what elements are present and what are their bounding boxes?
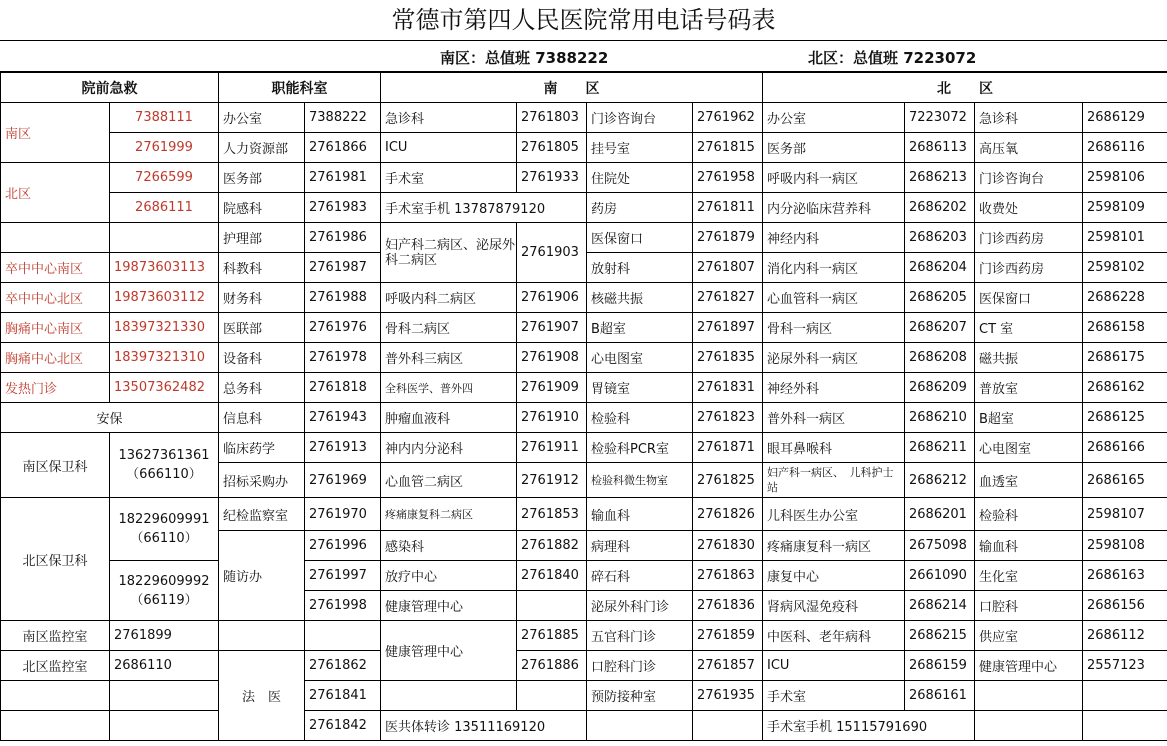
phone-number: 13627361361 bbox=[118, 448, 210, 463]
dept-name: 健康管理中心 bbox=[381, 591, 517, 621]
monitor-number: 2686110 bbox=[110, 651, 219, 681]
empty-cell bbox=[305, 621, 381, 651]
dept-name: 人力资源部 bbox=[219, 133, 305, 163]
dept-name: 健康管理中心 bbox=[381, 621, 517, 681]
table-row bbox=[1, 193, 1167, 223]
dept-number: 2686215 bbox=[905, 621, 975, 651]
empty-cell bbox=[975, 681, 1083, 711]
dept-number: 2686161 bbox=[905, 681, 975, 711]
dept-name: 手术室手机 15115791690 bbox=[763, 711, 975, 741]
dept-name: 心电图室 bbox=[975, 433, 1083, 463]
dept-number: 2761988 bbox=[305, 283, 381, 313]
dept-name: 高压氧 bbox=[975, 133, 1083, 163]
phone-number: 18229609992 bbox=[118, 573, 210, 589]
phone-number: （66119） bbox=[130, 592, 198, 608]
dept-name: 感染科 bbox=[381, 531, 517, 561]
dept-number: 2761906 bbox=[517, 283, 587, 313]
dept-number: 2761830 bbox=[693, 531, 763, 561]
dept-name: 碎石科 bbox=[587, 561, 693, 591]
header-north: 北 区 bbox=[763, 73, 1167, 103]
dept-number: 2686125 bbox=[1083, 403, 1167, 433]
security-north-label: 北区保卫科 bbox=[1, 498, 110, 621]
dept-name: 核磁共振 bbox=[587, 283, 693, 313]
dept-name: 肾病风湿免疫科 bbox=[763, 591, 905, 621]
dept-number: 2761863 bbox=[693, 561, 763, 591]
dept-number: 2686202 bbox=[905, 193, 975, 223]
prehospital-number: 13507362482 bbox=[110, 373, 219, 403]
dept-number: 2761909 bbox=[517, 373, 587, 403]
dept-number: 2761981 bbox=[305, 163, 381, 193]
dept-name: 医务部 bbox=[763, 133, 905, 163]
empty-cell bbox=[1083, 681, 1167, 711]
dept-number: 2761840 bbox=[517, 561, 587, 591]
dept-name: 健康管理中心 bbox=[975, 651, 1083, 681]
dept-name: 口腔科 bbox=[975, 591, 1083, 621]
dept-number: 2598102 bbox=[1083, 253, 1167, 283]
table-row bbox=[1, 343, 1167, 373]
dept-number: 2686129 bbox=[1083, 103, 1167, 133]
empty-cell bbox=[975, 711, 1083, 741]
dept-name: 肿瘤血液科 bbox=[381, 403, 517, 433]
empty-cell bbox=[1, 681, 110, 711]
dept-number: 2598101 bbox=[1083, 223, 1167, 253]
table-row bbox=[1, 103, 1167, 133]
dept-name: 检验科微生物室 bbox=[587, 463, 693, 498]
dept-number: 2686209 bbox=[905, 373, 975, 403]
dept-name: 住院处 bbox=[587, 163, 693, 193]
dept-number: 2761970 bbox=[305, 498, 381, 531]
dept-number: 2686204 bbox=[905, 253, 975, 283]
dept-number: 2761913 bbox=[305, 433, 381, 463]
dept-number: 2686208 bbox=[905, 343, 975, 373]
monitor-label: 南区监控室 bbox=[1, 621, 110, 651]
duty-line bbox=[0, 41, 1167, 72]
dept-number: 2761907 bbox=[517, 313, 587, 343]
dept-number: 2686158 bbox=[1083, 313, 1167, 343]
empty-cell bbox=[693, 711, 763, 741]
dept-number: 2598106 bbox=[1083, 163, 1167, 193]
security-title: 安保 bbox=[1, 403, 219, 433]
dept-number: 2761803 bbox=[517, 103, 587, 133]
north-duty: 北区：总值班 7223072 bbox=[808, 49, 977, 67]
empty-cell bbox=[110, 223, 219, 253]
dept-name: 科教科 bbox=[219, 253, 305, 283]
dept-number: 2686166 bbox=[1083, 433, 1167, 463]
dept-number: 2598108 bbox=[1083, 531, 1167, 561]
dept-number: 2686210 bbox=[905, 403, 975, 433]
dept-name: 招标采购办 bbox=[219, 463, 305, 498]
phone-number: （66110） bbox=[130, 531, 198, 546]
dept-name: 骨科一病区 bbox=[763, 313, 905, 343]
table-row bbox=[1, 433, 1167, 463]
dept-number: 2761969 bbox=[305, 463, 381, 498]
dept-name: 检验科 bbox=[587, 403, 693, 433]
prehospital-number: 2761999 bbox=[110, 133, 219, 163]
dept-name: 神经内科 bbox=[763, 223, 905, 253]
dept-number: 2761871 bbox=[693, 433, 763, 463]
dept-number: 2761815 bbox=[693, 133, 763, 163]
dept-name: 中医科、老年病科 bbox=[763, 621, 905, 651]
dept-name: 医保窗口 bbox=[587, 223, 693, 253]
dept-number: 2761933 bbox=[517, 163, 587, 193]
dept-name: 妇产科二病区、泌尿外科二病区 bbox=[381, 223, 517, 283]
dept-number: 2761978 bbox=[305, 343, 381, 373]
dept-number: 2761811 bbox=[693, 193, 763, 223]
dept-name: 供应室 bbox=[975, 621, 1083, 651]
prehospital-number: 19873603112 bbox=[110, 283, 219, 313]
prehospital-label: 胸痛中心南区 bbox=[1, 313, 110, 343]
table-row bbox=[1, 283, 1167, 313]
dept-number: 2761910 bbox=[517, 403, 587, 433]
dept-number: 2761983 bbox=[305, 193, 381, 223]
empty-cell bbox=[381, 681, 517, 711]
table-row bbox=[1, 498, 1167, 531]
phone-table bbox=[0, 72, 1167, 741]
prehospital-number: 7388111 bbox=[110, 103, 219, 133]
dept-name: 院感科 bbox=[219, 193, 305, 223]
security-south-label: 南区保卫科 bbox=[1, 433, 110, 498]
dept-name: 康复中心 bbox=[763, 561, 905, 591]
dept-number: 7388222 bbox=[305, 103, 381, 133]
table-row bbox=[1, 403, 1167, 433]
dept-number: 2761987 bbox=[305, 253, 381, 283]
dept-name: 神内内分泌科 bbox=[381, 433, 517, 463]
dept-name: 胃镜室 bbox=[587, 373, 693, 403]
dept-name: 挂号室 bbox=[587, 133, 693, 163]
dept-number: 7223072 bbox=[905, 103, 975, 133]
empty-cell bbox=[1083, 711, 1167, 741]
dept-number: 2761835 bbox=[693, 343, 763, 373]
empty-cell bbox=[110, 681, 219, 711]
empty-cell bbox=[587, 711, 693, 741]
dept-number: 2557123 bbox=[1083, 651, 1167, 681]
prehospital-label: 发热门诊 bbox=[1, 373, 110, 403]
dept-number: 2761825 bbox=[693, 463, 763, 498]
dept-number: 2761962 bbox=[693, 103, 763, 133]
dept-number: 2761827 bbox=[693, 283, 763, 313]
dept-name: 随访办 bbox=[219, 531, 305, 621]
dept-name: 泌尿外科一病区 bbox=[763, 343, 905, 373]
table-row bbox=[1, 223, 1167, 253]
dept-name: 骨科二病区 bbox=[381, 313, 517, 343]
dept-number: 2761842 bbox=[305, 711, 381, 741]
dept-number: 2686156 bbox=[1083, 591, 1167, 621]
dept-number: 2686212 bbox=[905, 463, 975, 498]
dept-name: 临床药学 bbox=[219, 433, 305, 463]
dept-name: 门诊西药房 bbox=[975, 223, 1083, 253]
dept-name: 纪检监察室 bbox=[219, 498, 305, 531]
empty-cell bbox=[110, 711, 219, 741]
dept-name: 病理科 bbox=[587, 531, 693, 561]
dept-number: 2686228 bbox=[1083, 283, 1167, 313]
dept-number: 2761903 bbox=[517, 223, 587, 283]
dept-name: 普外科一病区 bbox=[763, 403, 905, 433]
dept-number: 2761862 bbox=[305, 651, 381, 681]
dept-number: 2761823 bbox=[693, 403, 763, 433]
dept-name: 办公室 bbox=[219, 103, 305, 133]
dept-name: 法 医 bbox=[219, 651, 305, 741]
dept-number: 2686159 bbox=[905, 651, 975, 681]
dept-name: 药房 bbox=[587, 193, 693, 223]
dept-name: 疼痛康复科二病区 bbox=[381, 498, 517, 531]
dept-number: 2761818 bbox=[305, 373, 381, 403]
table-row bbox=[1, 373, 1167, 403]
dept-number: 2686207 bbox=[905, 313, 975, 343]
empty-cell bbox=[219, 621, 305, 651]
dept-number: 2686203 bbox=[905, 223, 975, 253]
dept-name: 儿科医生办公室 bbox=[763, 498, 905, 531]
dept-number: 2686214 bbox=[905, 591, 975, 621]
dept-number: 2761958 bbox=[693, 163, 763, 193]
dept-number: 2761853 bbox=[517, 498, 587, 531]
dept-number: 2761866 bbox=[305, 133, 381, 163]
dept-number: 2761831 bbox=[693, 373, 763, 403]
dept-name: 普外科三病区 bbox=[381, 343, 517, 373]
table-row bbox=[1, 133, 1167, 163]
dept-name: 检验科 bbox=[975, 498, 1083, 531]
prehospital-label: 南区 bbox=[1, 103, 110, 163]
dept-name: 门诊咨询台 bbox=[975, 163, 1083, 193]
dept-name: 口腔科门诊 bbox=[587, 651, 693, 681]
dept-name: 五官科门诊 bbox=[587, 621, 693, 651]
dept-number: 2598109 bbox=[1083, 193, 1167, 223]
monitor-number: 2761899 bbox=[110, 621, 219, 651]
dept-number: 2761976 bbox=[305, 313, 381, 343]
phone-number: （666110） bbox=[126, 467, 202, 482]
dept-name: 门诊西药房 bbox=[975, 253, 1083, 283]
dept-number: 2761908 bbox=[517, 343, 587, 373]
dept-number: 2686175 bbox=[1083, 343, 1167, 373]
dept-name: 生化室 bbox=[975, 561, 1083, 591]
security-north-number bbox=[110, 498, 219, 561]
table-row bbox=[1, 313, 1167, 343]
dept-number: 2761886 bbox=[517, 651, 587, 681]
dept-name: 内分泌临床营养科 bbox=[763, 193, 905, 223]
dept-number bbox=[517, 591, 587, 621]
dept-name: 心血管科一病区 bbox=[763, 283, 905, 313]
prehospital-number: 7266599 bbox=[110, 163, 219, 193]
empty-cell bbox=[1, 711, 110, 741]
dept-name: CT 室 bbox=[975, 313, 1083, 343]
header-south: 南 区 bbox=[381, 73, 763, 103]
dept-name: 放射科 bbox=[587, 253, 693, 283]
dept-name: 医务部 bbox=[219, 163, 305, 193]
dept-number: 2761998 bbox=[305, 591, 381, 621]
dept-name: 急诊科 bbox=[975, 103, 1083, 133]
south-duty: 南区：总值班 7388222 bbox=[440, 49, 609, 67]
dept-number: 2761857 bbox=[693, 651, 763, 681]
security-south-number bbox=[110, 433, 219, 498]
dept-name: 呼吸内科一病区 bbox=[763, 163, 905, 193]
header-functional: 职能科室 bbox=[219, 73, 381, 103]
dept-name: 全科医学、普外四 bbox=[381, 373, 517, 403]
dept-name: 手术室 bbox=[381, 163, 517, 193]
dept-number: 2761943 bbox=[305, 403, 381, 433]
dept-name: 预防接种室 bbox=[587, 681, 693, 711]
prehospital-number: 18397321310 bbox=[110, 343, 219, 373]
dept-number: 2761986 bbox=[305, 223, 381, 253]
dept-name: 收费处 bbox=[975, 193, 1083, 223]
dept-number: 2686211 bbox=[905, 433, 975, 463]
dept-name: 心血管二病区 bbox=[381, 463, 517, 498]
dept-number: 2761882 bbox=[517, 531, 587, 561]
dept-name: 眼耳鼻喉科 bbox=[763, 433, 905, 463]
prehospital-number: 2686111 bbox=[110, 193, 219, 223]
dept-name: ICU bbox=[763, 651, 905, 681]
dept-number: 2761836 bbox=[693, 591, 763, 621]
dept-name: 普放室 bbox=[975, 373, 1083, 403]
header-prehospital: 院前急救 bbox=[1, 73, 219, 103]
dept-name: 消化内科一病区 bbox=[763, 253, 905, 283]
phone-number: 18229609991 bbox=[118, 512, 210, 527]
table-row bbox=[1, 711, 1167, 741]
dept-name: 泌尿外科门诊 bbox=[587, 591, 693, 621]
dept-number: 2686113 bbox=[905, 133, 975, 163]
dept-name: 神经外科 bbox=[763, 373, 905, 403]
table-row bbox=[1, 681, 1167, 711]
dept-name: 血透室 bbox=[975, 463, 1083, 498]
dept-number: 2686162 bbox=[1083, 373, 1167, 403]
dept-name: 妇产科一病区、 儿科护士站 bbox=[763, 463, 905, 498]
prehospital-label: 北区 bbox=[1, 163, 110, 223]
dept-number: 2686163 bbox=[1083, 561, 1167, 591]
prehospital-number: 19873603113 bbox=[110, 253, 219, 283]
dept-number: 2761912 bbox=[517, 463, 587, 498]
dept-number: 2761859 bbox=[693, 621, 763, 651]
dept-number: 2598107 bbox=[1083, 498, 1167, 531]
dept-number: 2686116 bbox=[1083, 133, 1167, 163]
dept-name: 急诊科 bbox=[381, 103, 517, 133]
dept-number: 2761879 bbox=[693, 223, 763, 253]
dept-number: 2761935 bbox=[693, 681, 763, 711]
dept-name: 检验科PCR室 bbox=[587, 433, 693, 463]
monitor-label: 北区监控室 bbox=[1, 651, 110, 681]
security-north-number bbox=[110, 561, 219, 621]
table-row bbox=[1, 163, 1167, 193]
dept-name: 总务科 bbox=[219, 373, 305, 403]
dept-number: 2761805 bbox=[517, 133, 587, 163]
dept-number: 2686112 bbox=[1083, 621, 1167, 651]
dept-number: 2675098 bbox=[905, 531, 975, 561]
dept-name: 医共体转诊 13511169120 bbox=[381, 711, 587, 741]
prehospital-label: 胸痛中心北区 bbox=[1, 343, 110, 373]
dept-name: 护理部 bbox=[219, 223, 305, 253]
prehospital-number: 18397321330 bbox=[110, 313, 219, 343]
dept-name: 财务科 bbox=[219, 283, 305, 313]
empty-cell bbox=[1, 223, 110, 253]
dept-name: 疼痛康复科一病区 bbox=[763, 531, 905, 561]
dept-name: 手术室 bbox=[763, 681, 905, 711]
dept-name: 信息科 bbox=[219, 403, 305, 433]
dept-name: 磁共振 bbox=[975, 343, 1083, 373]
dept-name: B超室 bbox=[587, 313, 693, 343]
dept-name: B超室 bbox=[975, 403, 1083, 433]
dept-number: 2661090 bbox=[905, 561, 975, 591]
dept-name: 手术室手机 13787879120 bbox=[381, 193, 587, 223]
dept-name: 输血科 bbox=[975, 531, 1083, 561]
table-row bbox=[1, 561, 1167, 591]
empty-cell bbox=[517, 681, 587, 711]
dept-name: 输血科 bbox=[587, 498, 693, 531]
dept-number: 2761897 bbox=[693, 313, 763, 343]
dept-name: ICU bbox=[381, 133, 517, 163]
dept-number: 2686205 bbox=[905, 283, 975, 313]
dept-name: 呼吸内科二病区 bbox=[381, 283, 517, 313]
dept-name: 办公室 bbox=[763, 103, 905, 133]
dept-number: 2686201 bbox=[905, 498, 975, 531]
prehospital-label: 卒中中心北区 bbox=[1, 283, 110, 313]
dept-number: 2761841 bbox=[305, 681, 381, 711]
page-title: 常德市第四人民医院常用电话号码表 bbox=[0, 0, 1167, 41]
dept-name: 门诊咨询台 bbox=[587, 103, 693, 133]
dept-number: 2686165 bbox=[1083, 463, 1167, 498]
dept-name: 设备科 bbox=[219, 343, 305, 373]
dept-number: 2761807 bbox=[693, 253, 763, 283]
dept-name: 放疗中心 bbox=[381, 561, 517, 591]
table-row bbox=[1, 651, 1167, 681]
dept-number: 2761911 bbox=[517, 433, 587, 463]
dept-name: 医联部 bbox=[219, 313, 305, 343]
dept-number: 2761885 bbox=[517, 621, 587, 651]
dept-number: 2761826 bbox=[693, 498, 763, 531]
dept-number: 2761997 bbox=[305, 561, 381, 591]
dept-number: 2761996 bbox=[305, 531, 381, 561]
table-row bbox=[1, 621, 1167, 651]
dept-name: 心电图室 bbox=[587, 343, 693, 373]
dept-number: 2686213 bbox=[905, 163, 975, 193]
dept-name: 医保窗口 bbox=[975, 283, 1083, 313]
prehospital-label: 卒中中心南区 bbox=[1, 253, 110, 283]
